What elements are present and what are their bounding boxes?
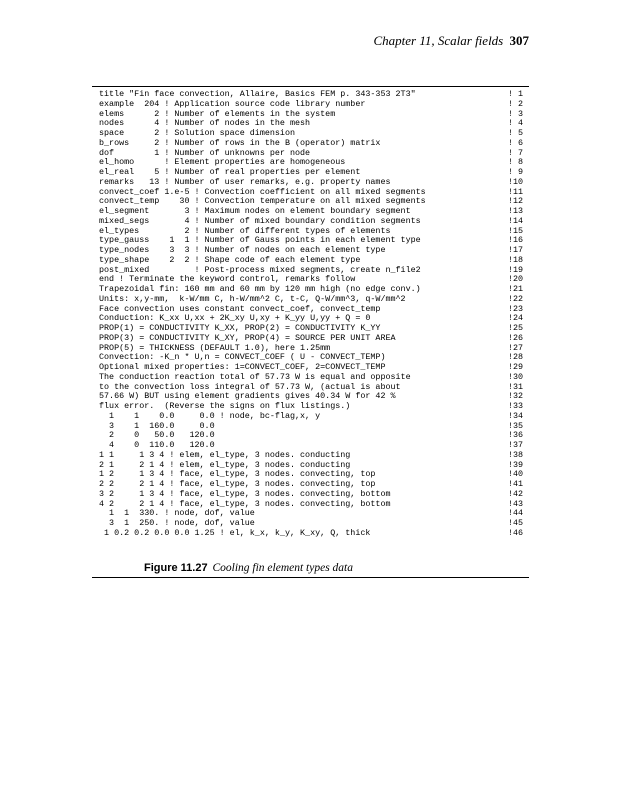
listing-line-number: !11 (507, 186, 523, 197)
listing-line-number: ! 4 (507, 118, 523, 129)
listing-line-number: !16 (507, 235, 523, 246)
listing-line-number: ! 1 (507, 89, 523, 99)
listing-code: type_shape 2 2 ! Shape code of each element type (99, 254, 361, 265)
listing-code: title "Fin face convection, Allaire, Basics FEM p. 343-353 2T3" (99, 89, 416, 99)
listing-code: convect_coef 1.e-5 ! Convection coefficient on all mixed segments (99, 186, 426, 197)
listing-code: el_homo ! Element properties are homogeneous (99, 157, 346, 168)
listing-line-number: !33 (507, 401, 523, 411)
listing-line-number: !42 (507, 488, 523, 499)
listing-line-number: !18 (507, 254, 523, 265)
listing-line-number: !26 (507, 332, 523, 343)
listing-line-number: !13 (507, 206, 523, 216)
code-listing-figure (92, 86, 529, 578)
listing-line-number: !43 (507, 498, 523, 509)
listing-code: 2 0 50.0 120.0 (99, 430, 215, 441)
listing-code: The conduction reaction total of 57.73 W is equal and opposite (99, 371, 411, 382)
listing-line-number: !17 (507, 245, 523, 255)
listing-code: type_gauss 1 1 ! Number of Gauss points in each element type (99, 235, 421, 246)
listing-code: 57.66 W) BUT using element gradients gives 40.34 W for 42 % (99, 391, 396, 402)
listing-code: nodes 4 ! Number of nodes in the mesh (99, 118, 311, 129)
listing-line-number: ! 5 (507, 128, 523, 138)
listing-line-number: !31 (507, 381, 523, 392)
listing-code: 3 2 1 3 4 ! face, el_type, 3 nodes. convecting, bottom (99, 488, 391, 499)
listing-code: mixed_segs 4 ! Number of mixed boundary condition segments (99, 215, 421, 226)
listing-code: post_mixed ! Post-process mixed segments, create n_file2 (99, 264, 421, 275)
code-listing (99, 90, 523, 539)
listing-code: remarks 13 ! Number of user remarks, e.g. property names (99, 176, 391, 187)
listing-line-number: !21 (507, 284, 523, 294)
listing-code: space 2 ! Solution space dimension (99, 128, 296, 138)
listing-code: 1 1 0.0 0.0 ! node, bc-flag,x, y (99, 410, 321, 421)
listing-line-number: !12 (507, 196, 523, 207)
listing-line (99, 529, 523, 539)
listing-line-number: !10 (507, 176, 523, 187)
listing-code: to the convection loss integral of 57.73 W, (actual is about (99, 381, 401, 392)
listing-code: convect_temp 30 ! Convection temperature on all mixed segments (99, 196, 426, 207)
listing-line-number: !20 (507, 274, 523, 285)
figure-caption-text: Cooling fin element types data (212, 562, 354, 574)
listing-line-number: !28 (507, 352, 523, 363)
listing-code: 2 1 2 1 4 ! elem, el_type, 3 nodes. conducting (99, 459, 351, 470)
listing-code: Units: x,y-mm, k-W/mm C, h-W/mm^2 C, t-C, Q-W/mm^3, q-W/mm^2 (99, 293, 406, 304)
listing-line-number: ! 3 (507, 108, 523, 119)
listing-code: Conduction: K_xx U,xx + 2K_xy U,xy + K_yy U,yy + Q = 0 (99, 313, 371, 324)
listing-line-number: !35 (507, 420, 523, 431)
listing-line-number: ! 6 (507, 137, 523, 148)
listing-line-number: ! 7 (507, 147, 523, 158)
listing-line-number: !24 (507, 313, 523, 324)
listing-line-number: !34 (507, 410, 523, 421)
listing-line-number: !44 (507, 508, 523, 519)
listing-code: Trapezoidal fin: 160 mm and 60 mm by 120 mm high (no edge conv.) (99, 284, 421, 294)
listing-line-number: !22 (507, 293, 523, 304)
listing-line-number: !36 (507, 430, 523, 441)
listing-line-number: !14 (507, 215, 523, 226)
listing-code: flux error. (Reverse the signs on flux listings.) (99, 401, 351, 411)
listing-code: PROP(3) = CONDUCTIVITY K_XY, PROP(4) = SOURCE PER UNIT AREA (99, 332, 396, 343)
listing-code: elems 2 ! Number of elements in the system (99, 108, 336, 119)
listing-line-number: !23 (507, 303, 523, 314)
listing-code: 2 2 2 1 4 ! face, el_type, 3 nodes. convecting, top (99, 479, 376, 489)
listing-line-number: !29 (507, 362, 523, 372)
listing-line-number: ! 8 (507, 157, 523, 168)
listing-line-number: !45 (507, 518, 523, 528)
page-number: 307 (509, 33, 529, 48)
listing-line-number: !32 (507, 391, 523, 402)
figure-label: Figure 11.27 (144, 562, 208, 574)
listing-code: dof 1 ! Number of unknowns per node (99, 147, 311, 158)
chapter-title: Chapter 11, Scalar fields (373, 33, 504, 48)
listing-code: Optional mixed properties: 1=CONVECT_COEF, 2=CONVECT_TEMP (99, 362, 386, 372)
listing-code: 1 1 330. ! node, dof, value (99, 508, 255, 519)
listing-code: 4 2 2 1 4 ! face, el_type, 3 nodes. convecting, bottom (99, 498, 391, 509)
listing-code: el_real 5 ! Number of real properties per element (99, 167, 361, 177)
listing-code: 4 0 110.0 120.0 (99, 440, 215, 450)
listing-code: 1 2 1 3 4 ! face, el_type, 3 nodes. convecting, top (99, 469, 376, 480)
listing-code: example 204 ! Application source code library number (99, 98, 366, 109)
listing-line-number: !46 (507, 527, 523, 538)
listing-line-number: !30 (507, 371, 523, 382)
listing-code: end ! Terminate the keyword control, remarks follow (99, 274, 356, 285)
listing-line-number: !15 (507, 225, 523, 236)
listing-code: 1 1 1 3 4 ! elem, el_type, 3 nodes. conducting (99, 449, 351, 460)
listing-code: 3 1 250. ! node, dof, value (99, 518, 255, 528)
listing-code: el_types 2 ! Number of different types of elements (99, 225, 391, 236)
listing-line-number: !41 (507, 479, 523, 489)
listing-line-number: ! 9 (507, 167, 523, 177)
listing-line-number: !37 (507, 440, 523, 450)
listing-line-number: !27 (507, 342, 523, 353)
listing-code: type_nodes 3 3 ! Number of nodes on each element type (99, 245, 386, 255)
listing-code: el_segment 3 ! Maximum nodes on element boundary segment (99, 206, 411, 216)
listing-code: 1 0.2 0.2 0.0 0.0 1.25 ! el, k_x, k_y, K_xy, Q, thick (99, 527, 371, 538)
listing-line-number: ! 2 (507, 98, 523, 109)
listing-code: PROP(1) = CONDUCTIVITY K_XX, PROP(2) = CONDUCTIVITY K_YY (99, 323, 381, 333)
listing-line-number: !19 (507, 264, 523, 275)
listing-code: PROP(5) = THICKNESS (DEFAULT 1.0), here 1.25mm (99, 342, 331, 353)
listing-line-number: !40 (507, 469, 523, 480)
listing-line-number: !25 (507, 323, 523, 333)
listing-code: Face convection uses constant convect_coef, convect_temp (99, 303, 381, 314)
listing-code: b_rows 2 ! Number of rows in the B (operator) matrix (99, 137, 381, 148)
running-header (373, 33, 529, 49)
listing-code: 3 1 160.0 0.0 (99, 420, 215, 431)
listing-line-number: !38 (507, 449, 523, 460)
listing-line-number: !39 (507, 459, 523, 470)
figure-caption (144, 562, 353, 574)
listing-code: Convection: -K_n * U,n = CONVECT_COEF ( U - CONVECT_TEMP) (99, 352, 386, 363)
